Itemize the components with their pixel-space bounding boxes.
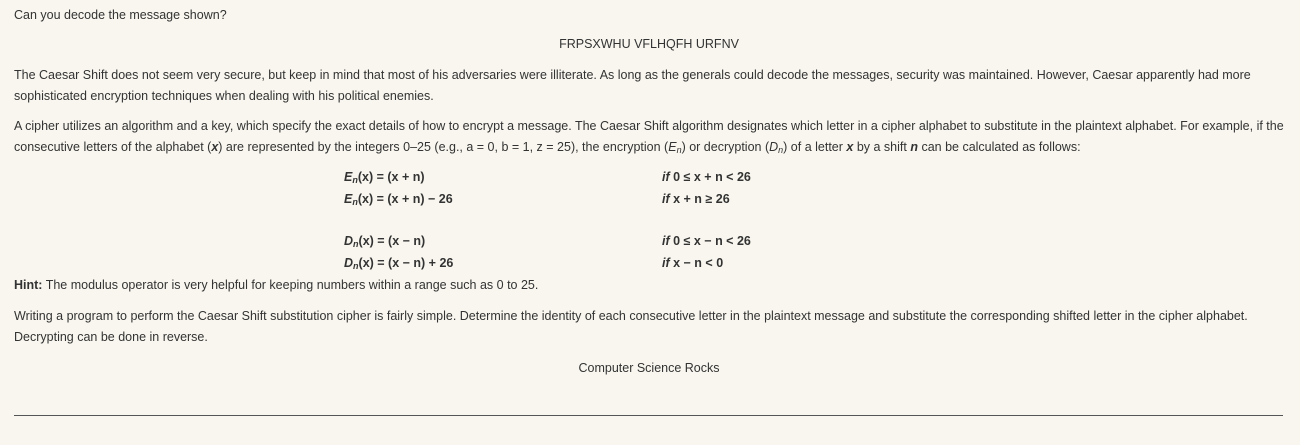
condition-decrypt-1: if 0 ≤ x − n < 26 — [662, 234, 751, 248]
horizontal-divider — [14, 415, 1283, 416]
question-text: Can you decode the message shown? — [14, 8, 227, 22]
condition-decrypt-2: if x − n < 0 — [662, 256, 724, 270]
formula-decrypt-2: $D_n(x) = (x - n) + 26$ — [344, 256, 454, 271]
condition-encrypt-1: if 0 ≤ x + n < 26 — [662, 170, 751, 184]
formula-encrypt-1: $E_n(x) = (x + n)$ — [344, 170, 425, 185]
cipher-text: FRPSXWHU VFLHQFH URFNV — [559, 37, 739, 51]
paragraph-program: Writing a program to perform the Caesar Shift substitution cipher is fairly simple. Determine the identity of each consecutive letter in the plaintext message and substitute the corresponding shifted letter in the cipher alphabet. Decrypting can be done in reverse. — [14, 309, 1248, 344]
answer-text: Computer Science Rocks — [578, 361, 720, 375]
paragraph-caesar-security: The Caesar Shift does not seem very secure, but keep in mind that most of his adversaries were illiterate. As long as the generals could decode the messages, security was maintained. However, Caesar apparently had more sophisticated encryption techniques when dealing with his political enemies. — [14, 68, 1251, 103]
formula-decrypt-1: $D_n(x) = (x - n)$ — [344, 234, 426, 249]
paragraph-cipher-explanation: A cipher utilizes an algorithm and a key, which specify the exact details of how to encrypt a message. The Caesar Shift algorithm designates which letter in a cipher alphabet to substitute in the plaintext alphabet. For example, if the consecutive letters of the alphabet (x) are represented by the integers 0–25 (e.g., a = 0, b = 1, z = 25), the encryption $(E_n)$ or decryption $(D_n)$ of a letter x by a shift n can be calculated as follows: — [14, 119, 1284, 155]
hint-text: Hint: The modulus operator is very helpful for keeping numbers within a range such as 0 to 25. — [14, 278, 539, 292]
formula-encrypt-2: $E_n(x) = (x + n) - 26$ — [344, 192, 453, 207]
condition-encrypt-2: if x + n ≥ 26 — [662, 192, 730, 206]
hint-label: Hint: — [14, 278, 43, 292]
